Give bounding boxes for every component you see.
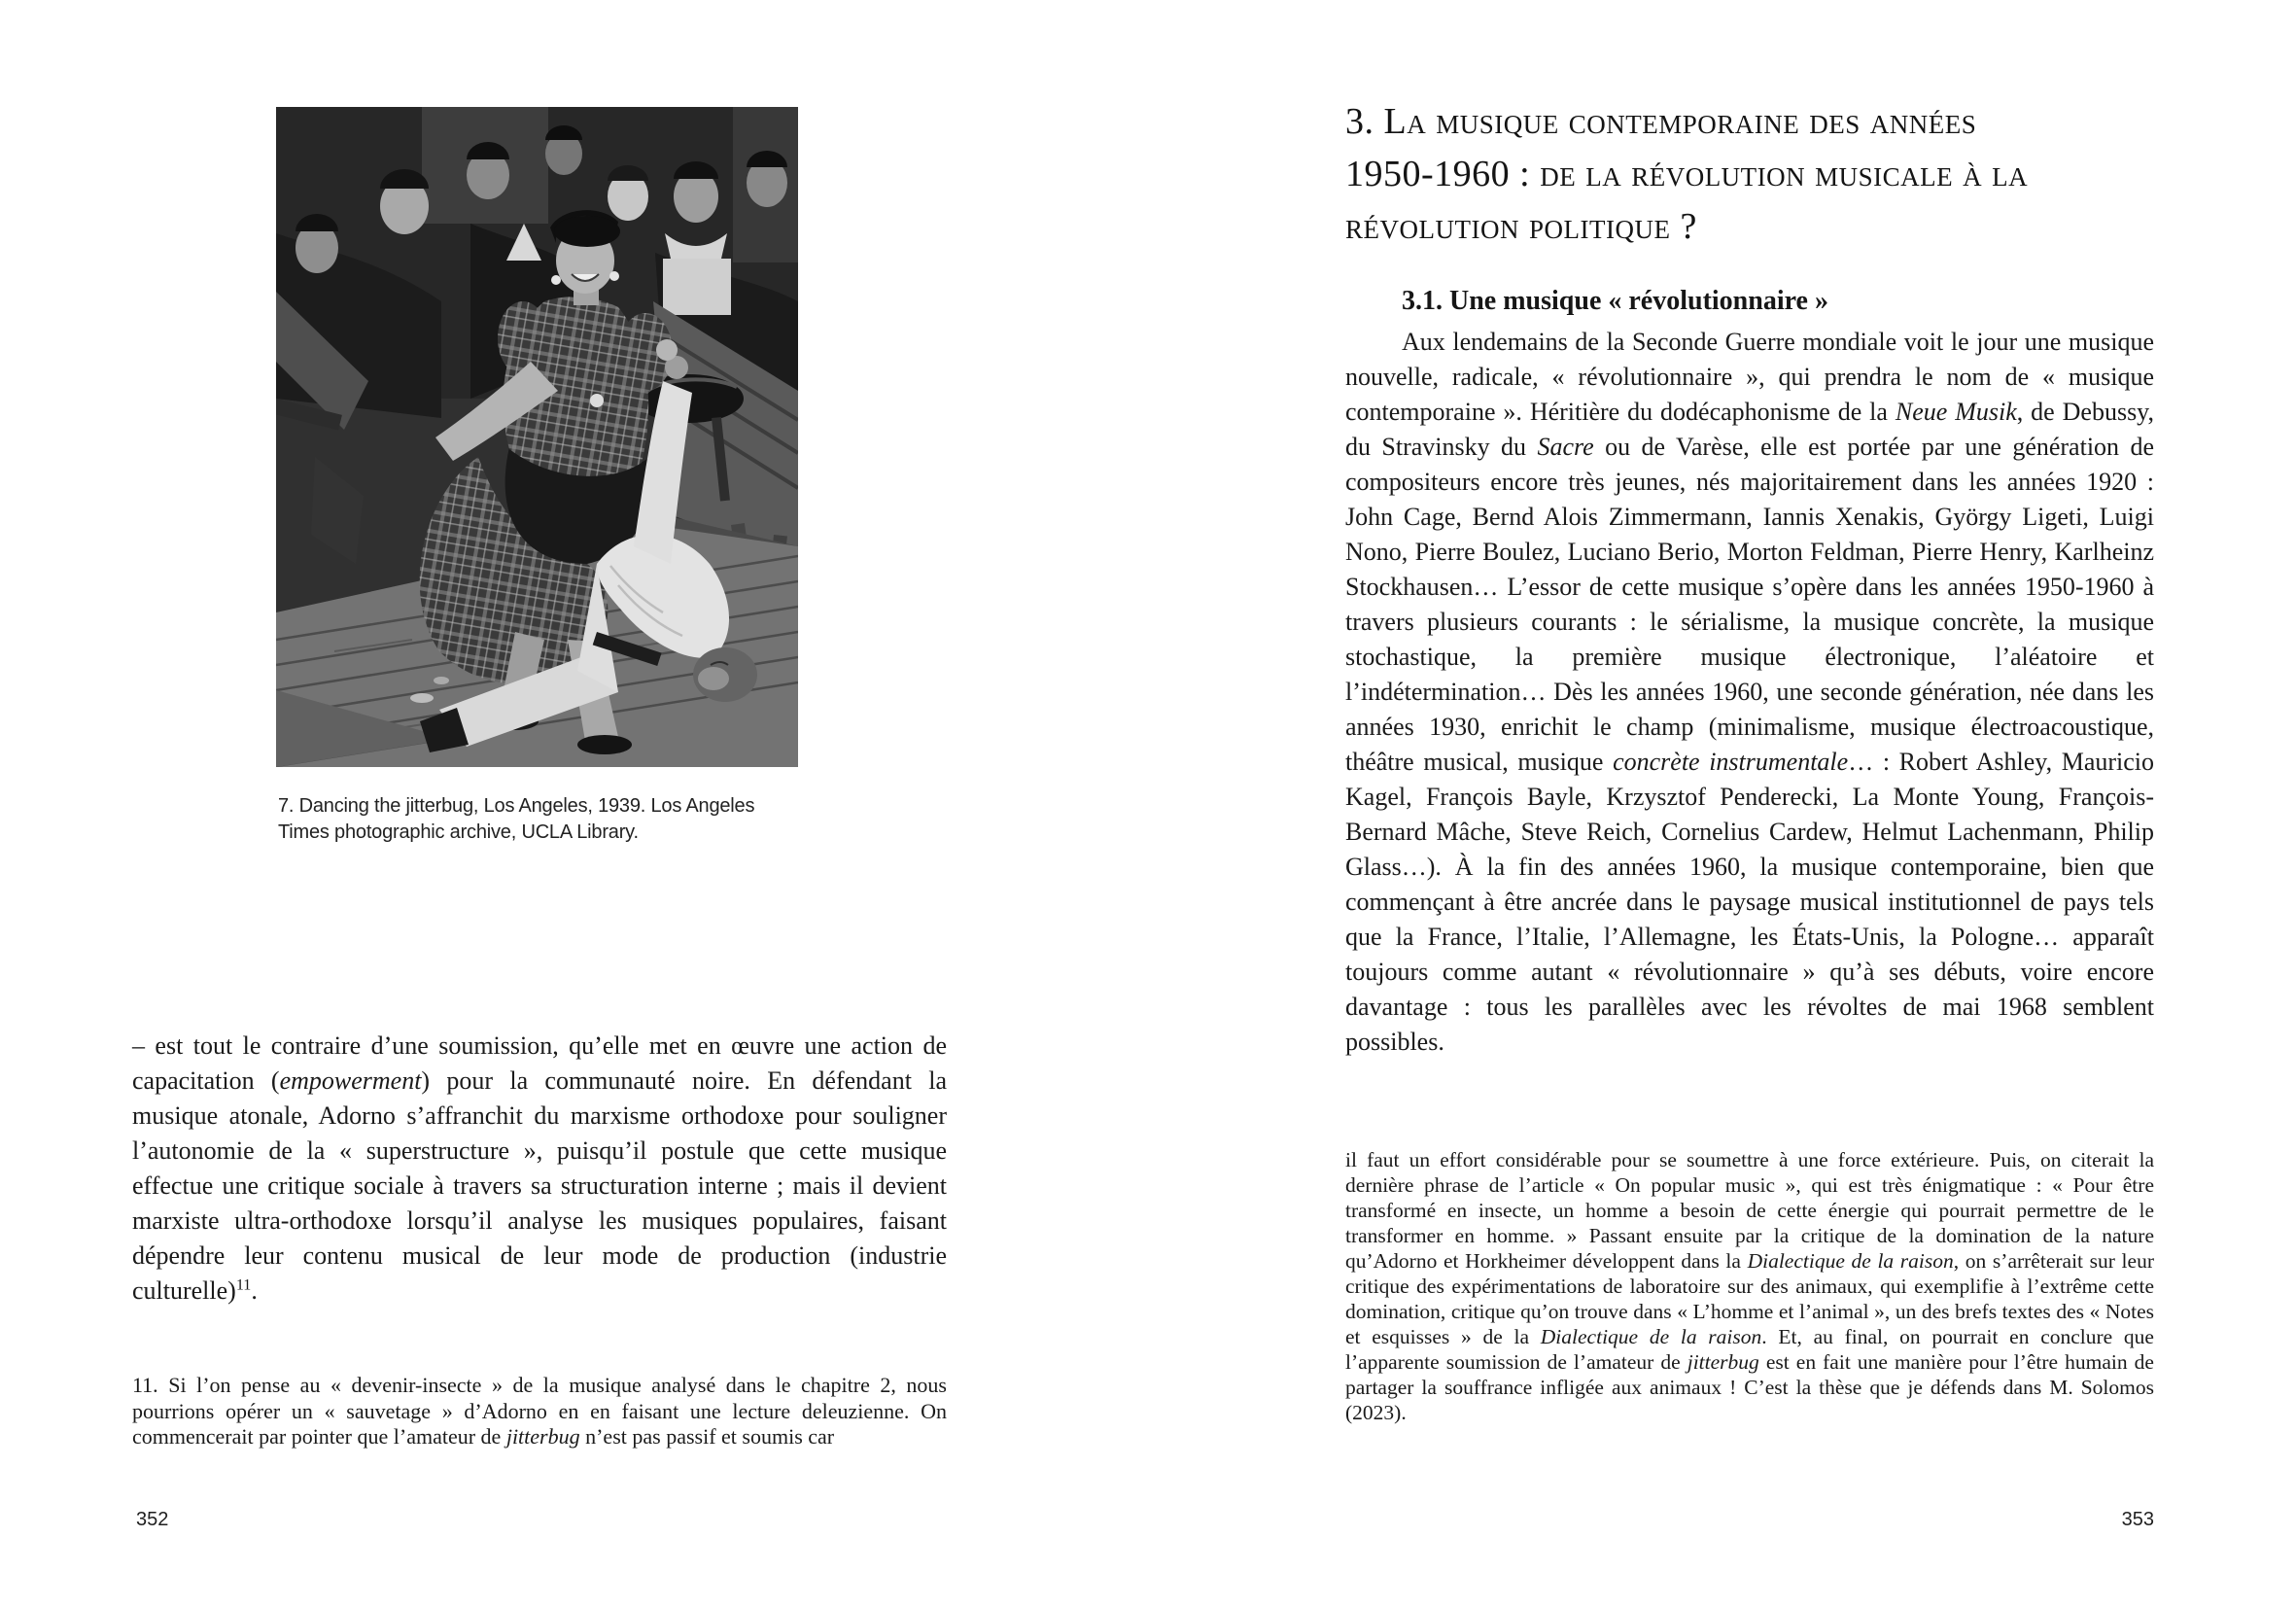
section-heading: 3.1. Une musique « révolutionnaire » (1402, 286, 1828, 316)
chapter-heading-line: 1950-1960 : de la révolution musicale à la (1345, 154, 2029, 194)
page-number-right: 353 (2121, 1509, 2154, 1530)
chapter-heading (1345, 95, 2172, 253)
right-body-paragraph: Aux lendemains de la Seconde Guerre mondiale voit le jour une musique nouvelle, radicale, « révolutionnaire », qui prendra le nom de « musique contemporaine ». Héritière du dodécaphonisme de la Neue Musik, de Debussy, du Stravinsky du Sacre ou de Varèse, elle est portée par une génération de compositeurs encore très jeunes, nés majoritairement dans les années 1920 : John Cage, Bernd Alois Zimmermann, Iannis Xenakis, György Ligeti, Luigi Nono, Pierre Boulez, Luciano Berio, Morton Feldman, Pierre Henry, Karlheinz Stockhausen… L’essor de cette musique s’opère dans les années 1950-1960 à travers plusieurs courants : le sérialisme, la musique concrète, la musique stochastique, la première musique électronique, l’aléatoire et l’indétermination… Dès les années 1960, une seconde génération, née dans les années 1930, enrichit le champ (minimalisme, musique électroacoustique, théâtre musical, musique concrète instrumentale… : Robert Ashley, Mauricio Kagel, François Bayle, Krzysztof Penderecki, La Monte Young, François-Bernard Mâche, Steve Reich, Cornelius Cardew, Helmut Lachenmann, Philip Glass…). À la fin des années 1960, la musique contemporaine, bien que commençant à être ancrée dans le paysage musical institutionnel de pays tels que la France, l’Italie, l’Allemagne, les États-Unis, la Pologne… apparaît toujours comme autant « révolutionnaire » qu’à ses débuts, voire encore davantage : tous les parallèles avec les révoltes de mai 1968 semblent possibles. (1345, 328, 2155, 1056)
left-body-paragraph: – est tout le contraire d’une soumission, qu’elle met en œuvre une action de capacitation (empowerment) pour la communauté noire. En défendant la musique atonale, Adorno s’affranchit du marxisme orthodoxe pour souligner l’autonomie de la « superstructure », puisqu’il postule que cette musique effectue une critique sociale à travers sa structuration interne ; mais il devient marxiste ultra-orthodoxe lorsqu’il analyse les musiques populaires, faisant dépendre leur contenu musical de leur mode de production (industrie culturelle)$^{11}$. (132, 1031, 947, 1305)
jitterbug-photo (276, 107, 798, 767)
page-number-left: 352 (136, 1509, 169, 1530)
jitterbug-photo-illustration (276, 107, 798, 767)
chapter-heading-line: révolution politique ? (1345, 206, 1697, 247)
figure-caption: 7. Dancing the jitterbug, Los Angeles, 1939. Los Angeles Times photographic archive, UCLA Library. (278, 795, 755, 843)
page-right (1148, 0, 2296, 1607)
chapter-heading-line: 3. La musique contemporaine des années (1345, 101, 1977, 142)
figure-jitterbug (276, 107, 798, 843)
left-footnote: 11. Si l’on pense au « devenir-insecte » de la musique analysé dans le chapitre 2, nous pourrions opérer un « sauvetage » d’Adorno en en faisant une lecture deleuzienne. On commencerait par pointer que l’amateur de jitterbug n’est pas passif et soumis car (132, 1373, 947, 1449)
right-note-paragraph: il faut un effort considérable pour se soumettre à une force extérieure. Puis, on citerait la dernière phrase de l’article « On popular music », qui est très énigmatique : « Pour être transformé en insecte, un homme a besoin de cette énergie qui pourrait permettre de le transformer en homme. » Passant ensuite par la critique de la domination de la nature qu’Adorno et Horkheimer développent dans la Dialectique de la raison, on s’arrêterait sur leur critique des expérimentations de laboratoire sur des animaux, qui exemplifie à l’extrême cette domination, critique qu’on trouve dans « L’homme et l’animal », un des brefs textes des « Notes et esquisses » de la Dialectique de la raison. Et, au final, on pourrait en conclure que l’apparente soumission de l’amateur de jitterbug est en fait une manière pour l’être humain de partager la souffrance infligée aux animaux ! C’est la thèse que je défends dans M. Solomos (2023). (1345, 1148, 2154, 1424)
